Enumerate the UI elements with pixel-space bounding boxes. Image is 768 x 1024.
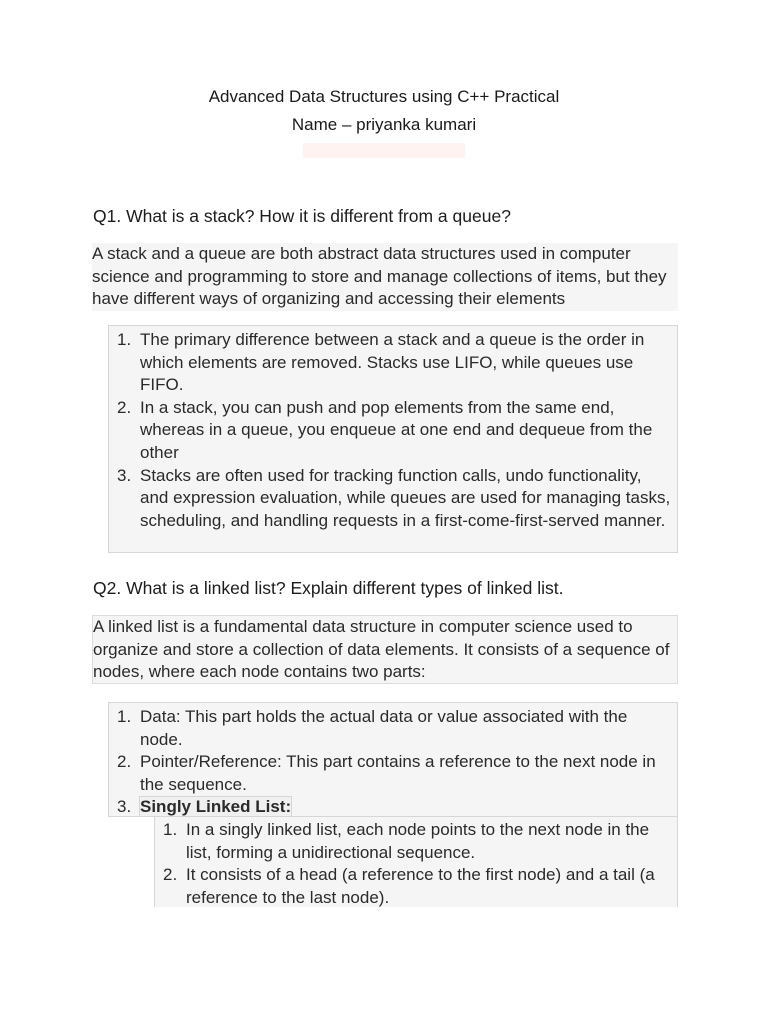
list-item bbox=[109, 329, 673, 397]
list-item bbox=[109, 397, 673, 465]
list-item bbox=[155, 819, 673, 864]
list-number: 2. bbox=[117, 397, 132, 417]
list-item-text: It consists of a head (a reference to the first node) and a tail (a reference to the last node). bbox=[186, 865, 655, 907]
list-number: 3. bbox=[117, 465, 132, 485]
list-item-text: In a singly linked list, each node points to the next node in the list, forming a unidirectional sequence. bbox=[186, 820, 650, 862]
q1-intro-paragraph: A stack and a queue are both abstract data structures used in computer science and programming to store and manage collections of items, but they have different ways of organizing and accessing their elements bbox=[92, 243, 678, 311]
list-number: 1. bbox=[163, 820, 178, 839]
list-number: 2. bbox=[117, 752, 132, 772]
list-item-text: Data: This part holds the actual data or value associated with the node. bbox=[140, 707, 628, 749]
q2-intro-paragraph: A linked list is a fundamental data structure in computer science used to organize and store a collection of data elements. It consists of a sequence of nodes, where each node contains two parts: bbox=[92, 615, 678, 684]
redacted-field bbox=[303, 143, 465, 158]
list-number: 1. bbox=[117, 330, 132, 349]
list-item-text: The primary difference between a stack and a queue is the order in which elements are removed. Stacks use LIFO, while queues use FIFO. bbox=[140, 330, 645, 395]
document-title: Advanced Data Structures using C++ Practical bbox=[208, 87, 560, 106]
list-item-text: Pointer/Reference: This part contains a reference to the next node in the sequence. bbox=[140, 752, 656, 794]
list-item bbox=[109, 751, 673, 796]
question-2: Q2. What is a linked list? Explain different types of linked list. bbox=[93, 578, 564, 598]
list-number: 1. bbox=[117, 707, 132, 726]
list-item-text: Stacks are often used for tracking function calls, undo functionality, and expression evaluation, while queues are used for managing tasks, scheduling, and handling requests in a first-come-first-served manner. bbox=[140, 465, 671, 530]
list-number: 2. bbox=[163, 865, 178, 885]
singly-linked-list-heading: Singly Linked List: bbox=[140, 797, 292, 817]
list-number: 3. bbox=[117, 797, 132, 817]
q2-list bbox=[108, 702, 678, 817]
list-item-text: In a stack, you can push and pop elements from the same end, whereas in a queue, you enqueue at one end and dequeue from the other bbox=[140, 397, 653, 462]
question-1: Q1. What is a stack? How it is different from a queue? bbox=[93, 206, 511, 226]
list-item bbox=[155, 864, 673, 909]
list-item bbox=[109, 465, 673, 533]
singly-linked-list-sublist bbox=[154, 816, 678, 907]
list-item bbox=[109, 706, 673, 751]
author-name: Name – priyanka kumari bbox=[291, 115, 477, 134]
q1-list bbox=[108, 325, 678, 553]
